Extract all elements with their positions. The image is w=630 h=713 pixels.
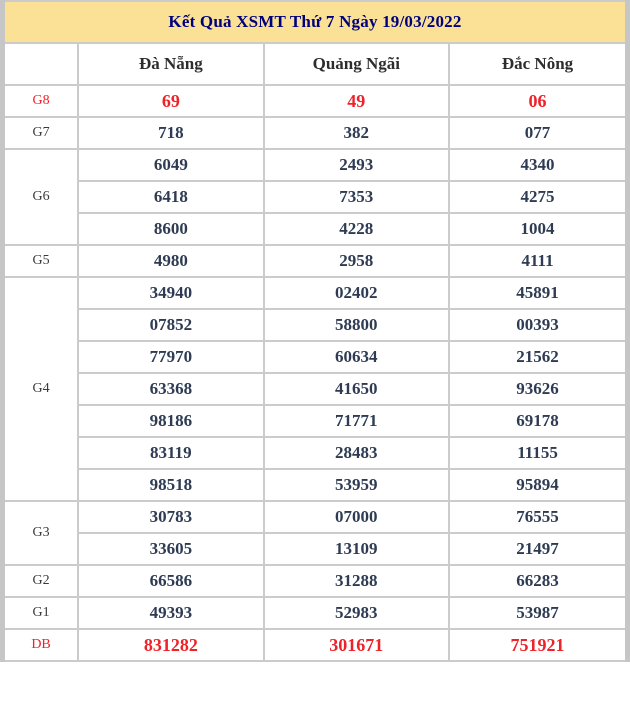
prize-row <box>3 469 628 501</box>
prize-value: 6418 <box>78 181 263 213</box>
prize-value: 66586 <box>78 565 263 597</box>
prize-value: 45891 <box>449 277 627 309</box>
column-header-row <box>3 43 628 85</box>
prize-label-g1: G1 <box>3 597 79 629</box>
prize-label-g2: G2 <box>3 565 79 597</box>
prize-value: 2958 <box>264 245 449 277</box>
prize-value: 7353 <box>264 181 449 213</box>
prize-value: 21562 <box>449 341 627 373</box>
prize-row <box>3 405 628 437</box>
title-row <box>3 1 628 43</box>
prize-value: 52983 <box>264 597 449 629</box>
prize-value: 69 <box>78 85 263 117</box>
prize-row <box>3 533 628 565</box>
prize-row <box>3 85 628 117</box>
prize-value: 69178 <box>449 405 627 437</box>
prize-value: 63368 <box>78 373 263 405</box>
column-header-da-nang: Đà Nẵng <box>78 43 263 85</box>
prize-row <box>3 341 628 373</box>
prize-label-g8: G8 <box>3 85 79 117</box>
prize-row <box>3 181 628 213</box>
prize-value: 4275 <box>449 181 627 213</box>
prize-row <box>3 373 628 405</box>
prize-value: 53987 <box>449 597 627 629</box>
prize-value: 4111 <box>449 245 627 277</box>
prize-value: 49 <box>264 85 449 117</box>
prize-value: 2493 <box>264 149 449 181</box>
prize-row <box>3 565 628 597</box>
prize-label-db: DB <box>3 629 79 661</box>
prize-value: 34940 <box>78 277 263 309</box>
prize-value: 301671 <box>264 629 449 661</box>
prize-label-g7: G7 <box>3 117 79 149</box>
column-header-quang-ngai: Quảng Ngãi <box>264 43 449 85</box>
prize-value: 11155 <box>449 437 627 469</box>
prize-value: 33605 <box>78 533 263 565</box>
prize-row <box>3 629 628 661</box>
prize-value: 28483 <box>264 437 449 469</box>
prize-value: 382 <box>264 117 449 149</box>
prize-value: 58800 <box>264 309 449 341</box>
prize-value: 60634 <box>264 341 449 373</box>
prize-label-g5: G5 <box>3 245 79 277</box>
prize-value: 49393 <box>78 597 263 629</box>
prize-value: 76555 <box>449 501 627 533</box>
prize-row <box>3 117 628 149</box>
prize-value: 66283 <box>449 565 627 597</box>
prize-value: 718 <box>78 117 263 149</box>
prize-row <box>3 501 628 533</box>
prize-value: 07000 <box>264 501 449 533</box>
prize-row <box>3 149 628 181</box>
prize-value: 71771 <box>264 405 449 437</box>
prize-value: 831282 <box>78 629 263 661</box>
prize-value: 93626 <box>449 373 627 405</box>
prize-row <box>3 213 628 245</box>
prize-value: 41650 <box>264 373 449 405</box>
prize-value: 77970 <box>78 341 263 373</box>
corner-cell <box>3 43 79 85</box>
prize-row <box>3 277 628 309</box>
prize-value: 95894 <box>449 469 627 501</box>
prize-label-g6: G6 <box>3 149 79 245</box>
prize-row <box>3 597 628 629</box>
prize-value: 8600 <box>78 213 263 245</box>
prize-value: 4340 <box>449 149 627 181</box>
prize-value: 31288 <box>264 565 449 597</box>
prize-value: 30783 <box>78 501 263 533</box>
column-header-dac-nong: Đắc Nông <box>449 43 627 85</box>
prize-value: 98518 <box>78 469 263 501</box>
prize-value: 4228 <box>264 213 449 245</box>
prize-value: 751921 <box>449 629 627 661</box>
prize-row <box>3 309 628 341</box>
prize-value: 06 <box>449 85 627 117</box>
prize-value: 077 <box>449 117 627 149</box>
prize-value: 00393 <box>449 309 627 341</box>
prize-value: 07852 <box>78 309 263 341</box>
prize-value: 83119 <box>78 437 263 469</box>
prize-label-g4: G4 <box>3 277 79 501</box>
prize-value: 53959 <box>264 469 449 501</box>
prize-value: 1004 <box>449 213 627 245</box>
prize-value: 4980 <box>78 245 263 277</box>
prize-value: 98186 <box>78 405 263 437</box>
table-title: Kết Quả XSMT Thứ 7 Ngày 19/03/2022 <box>3 1 628 43</box>
prize-row <box>3 437 628 469</box>
prize-row <box>3 245 628 277</box>
prize-label-g3: G3 <box>3 501 79 565</box>
prize-value: 21497 <box>449 533 627 565</box>
prize-value: 13109 <box>264 533 449 565</box>
prize-value: 02402 <box>264 277 449 309</box>
prize-value: 6049 <box>78 149 263 181</box>
